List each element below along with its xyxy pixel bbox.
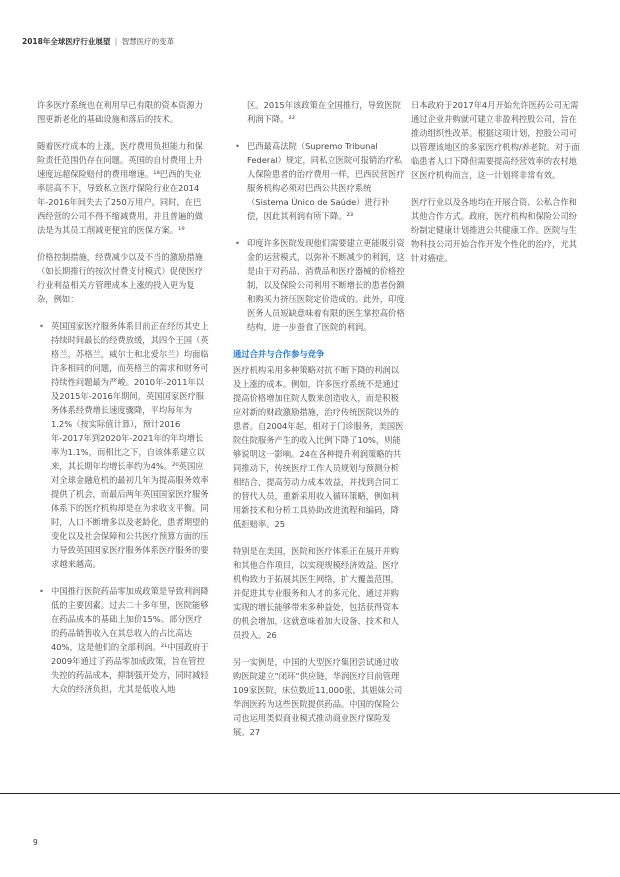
section-heading: 通过合并与合作参与竞争 <box>233 349 325 359</box>
bullet-item: • 印度许多医院发现他们需要建立更能吸引资金的运营模式，以弥补不断减少的利润，这是由于对药品、消费品和医疗器械的价格控制，以及保险公司利用不断增长的患者份额和购买力挤压医院定价造成的。此外，印度医务人员短缺意味着有限的医生掌控高价格结构，进一步蚕食了医院的利润。 <box>233 236 405 334</box>
column-middle <box>233 98 405 752</box>
paragraph: 医疗机构采用多种策略对抗不断下降的利润以及上涨的成本。例如，许多医疗系统不是通过提高价格增加住院人数来创造收入，而是积极应对新的财政激励措施，治疗传统医院以外的患者。自2004年起，相对于门诊服务，美国医院住院服务产生的收入比例下降了10%，则能够说明这一影响。24在各种提升利润策略的共同推动下，传统医疗工作人员规划与预测分析相结合，提高劳动力成本效益，并找到合同工的替代人员，重新采用收入循环策略，例如利用新技术和分析工具协助改进流程和编码，降低拒赔率。25 <box>233 365 404 529</box>
page-number: 9 <box>33 838 38 847</box>
bullet-item: • 英国国家医疗服务体系目前正在经历其史上持续时间最长的经费放缓，其四个王国（英格兰，苏格兰，威尔士和北爱尔兰）均面临许多相同的问题，而英格兰的需求和财务可持续性问题最为严峻。2010年-2011年以及2015年-2016年期间，英国国家医疗服务体系经费增长速度骤降，平均每年为1.2%（按实际值计算），预计2016年-2017年到2020年-2021年的年均增长率为1.1%，而相比之下，自该体系建立以来，其长期年均增长率约为4%。²⁰英国应对全球金融危机的最初几年为提高服务效率提供了机会，而最后两年英国国家医疗服务体系下的医疗机构却是在为求收支平衡。同时，人口不断增多以及老龄化，患者期望的变化以及社会保障和公共医疗预算方面的压力导致英国国家医疗服务体系医疗服务的要求越来越高。 <box>37 319 209 571</box>
report-subtitle: 智慧医疗的变革 <box>121 37 175 46</box>
paragraph: 另一实例是，中国的大型医疗集团尝试通过收购医院建立“闭环”供应链，华润医疗目前管理109家医院，床位数近11,000张，其姐妹公司华润医药为这些医院提供药品。中国的保险公司也运用类似商业模式推动商业医疗保险发展。27 <box>233 657 403 737</box>
paragraph: 随着医疗成本的上涨，医疗费用负担能力和保险责任范围仍存在问题。英国的自付费用上升速度远超保险赔付的费用增速。¹⁸巴西的失业率居高不下，导致私立医疗保险行业在2014年-2016年间失去了250万用户。同时，在巴西经营的公司不得不缩减费用，并且普遍的做法是为其员工削减更便宜的医保方案。¹⁹ <box>37 141 203 235</box>
bullet-continuation: 区。2015年该政策在全国推行，导致医院利润下降。²² <box>247 100 401 124</box>
paragraph: 日本政府于2017年4月开始允许医药公司无需通过企业并购就可建立非盈利控股公司，旨在推动组织性改革。根据这项计划，控股公司可以管理该地区的多家医疗机构/养老院。对于面临患者人口下降但需要提高经营效率的农村地区医疗机构而言，这一计划将非常有效。 <box>411 100 580 180</box>
paragraph: 医疗行业以及各地均在开展合资、公私合作和其他合作方式。政府，医疗机构和保险公司纷纷制定健康计划推进公共健康工作。医院与生物科技公司开始合作开发个性化的治疗，尤其针对癌症。 <box>411 197 577 263</box>
paragraph: 特别是在美国，医院和医疗体系正在展开并购和其他合作项目，以实现规模经济效益。医疗机构致力于拓展其医生网络，扩大覆盖范围，并促进其专业服务和人才的多元化，通过并购实现的增长能够带来多种益处，包括获得资本的机会增加，这就意味着加大设备、技术和人员投入。26 <box>233 546 399 640</box>
bullet-item: • 中国推行医院药品零加成政策是导致利润降低的主要因素。过去二十多年里，医院能够在药品成本的基础上加价15%。部分医疗的药品销售收入在其总收入的占比高达40%，这是他们的全部利润。²¹中国政府于2009年通过了药品零加成政策，旨在管控失控的药品成本，抑制强开处方，同时减轻大众的经济负担，尤其是低收入地 <box>37 584 209 696</box>
header-separator: | <box>114 37 118 46</box>
paragraph: 价格控制措施，经费减少以及不当的激励措施（如长期推行的按次付费支付模式）促使医疗行业利益相关方管理成本上涨的投入更为复杂，例如： <box>37 252 203 304</box>
report-title: 2018年全球医疗行业展望 <box>22 37 111 46</box>
footer-divider <box>0 793 620 794</box>
bullet-list <box>233 139 405 334</box>
page-header <box>22 36 174 47</box>
column-right <box>411 98 581 278</box>
bullet-item: • 巴西最高法院（Supremo Tribunal Federal）规定，同私立医院可报销治疗私人保险患者的治疗费用一样，巴西民营医疗服务机构必须对巴西公共医疗系统（Sistema Único de Saúde）进行补偿，因此其利润有所下降。²³ <box>233 139 405 223</box>
paragraph: 许多医疗系统也在利用早已有限的资本资源力图更新老化的基础设施和落后的技术。 <box>37 100 203 124</box>
bullet-list <box>37 319 209 696</box>
column-left <box>37 98 209 709</box>
